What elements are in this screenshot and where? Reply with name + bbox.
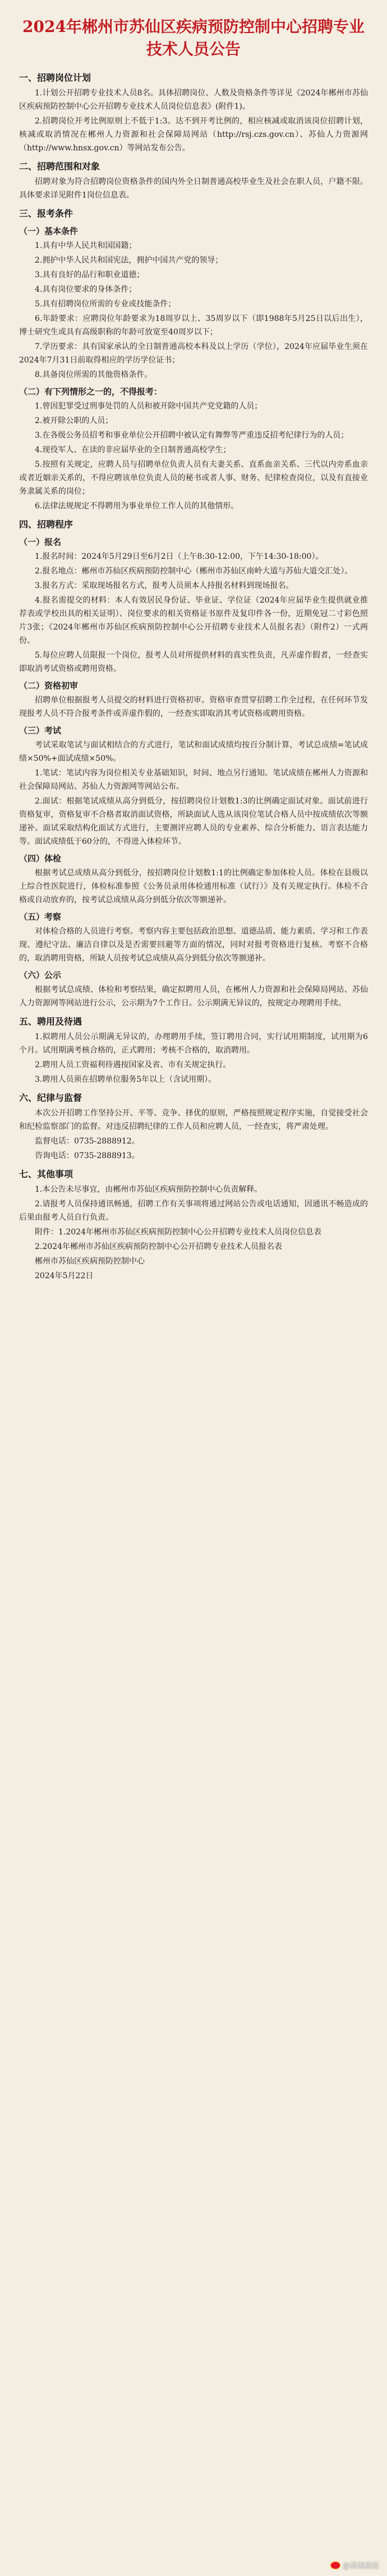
paragraph: 3.在各级公务员招考和事业单位公开招聘中被认定有舞弊等严重违反招考纪律行为的人员； [35, 431, 349, 440]
subsection-heading: （三）考试 [19, 725, 62, 736]
paragraph: 3.具有良好的品行和职业道德； [35, 270, 145, 279]
paragraph: 7.学历要求：具有国家承认的全日制普通高校本科及以上学历（学位），2024年应届毕业生须在2024年7月31日前取得相应的学历学位证书； [19, 342, 368, 365]
source-watermark [330, 2560, 379, 2570]
paragraph: 4.具有岗位要求的身体条件； [35, 285, 137, 294]
section-heading: 五、聘用及待遇 [19, 1016, 82, 1027]
page-title: 2024年郴州市苏仙区疾病预防控制中心招聘专业技术人员公告 [22, 17, 365, 58]
section-heading: 三、报考条件 [19, 208, 73, 219]
paragraph: 2.拥护中华人民共和国宪法，拥护中国共产党的领导； [35, 256, 223, 265]
paragraph: 1.曾因犯罪受过刑事处罚的人员和被开除中国共产党党籍的人员； [35, 402, 262, 411]
subsection-heading: （六）公示 [19, 970, 62, 980]
paragraph: 2.请报考人员保持通讯畅通，招聘工作有关事项将通过网站公告或电话通知，因通讯不畅造成的后果由报考人员自行负责。 [19, 1200, 368, 1222]
paragraph: 根据考试总成绩从高分到低分，按招聘岗位计划数1:1的比例确定参加体检人员。体检在县级以上综合性医院进行，体检标准参照《公务员录用体检通用标准（试行）》及有关规定执行。体检不合格或自动放弃的，按考试总成绩从高分到低分依次等额递补。 [19, 869, 368, 904]
paragraph: 郴州市苏仙区疾病预防控制中心 [35, 1257, 145, 1266]
paragraph: 2.2024年郴州市苏仙区疾病预防控制中心公开招聘专业技术人员报名表 [35, 1242, 282, 1251]
subsection-heading: （五）考察 [19, 912, 62, 922]
paragraph: 招聘对象为符合招聘岗位资格条件的国内外全日制普通高校毕业生及社会在职人员，户籍不限。具体要求详见附件1岗位信息表。 [19, 177, 368, 200]
paragraph: 6.年龄要求：应聘岗位年龄要求为18周岁以上、35周岁以下（即1988年5月25日以后出生），博士研究生或具有高级职称的年龄可放宽至40周岁以下； [19, 314, 368, 337]
paragraph: 1.报名时间：2024年5月29日至6月2日（上午8:30-12:00，下午14:30-18:00）。 [35, 552, 324, 561]
notice-body [19, 71, 368, 1283]
section-heading: 六、纪律与监督 [19, 1092, 82, 1103]
section-heading: 七、其他事项 [19, 1169, 73, 1179]
paragraph: 8.具备岗位所需的其他资格条件。 [35, 370, 153, 379]
section-heading: 二、招聘范围和对象 [19, 161, 100, 172]
notice-section [19, 159, 368, 202]
paragraph: 咨询电话：0735-2888913。 [35, 1151, 140, 1160]
subsection-heading: （一）报名 [19, 537, 62, 547]
notice-section [19, 206, 368, 513]
notice-section [19, 1091, 368, 1163]
paragraph: 招聘单位根据报考人员提交的材料进行资格初审。资格审查贯穿招聘工作全过程，在任何环节发现报考人员不符合报考条件或弄虚作假的，一经查实即取消其考试资格或聘用资格。 [19, 696, 368, 718]
paragraph: 本次公开招聘工作坚持公开、平等、竞争、择优的原则，严格按照规定程序实施，自觉接受社会和纪检监察部门的监督。对违反招聘纪律的工作人员和应聘人员，一经查实，将严肃处理。 [19, 1109, 368, 1131]
subsection-heading: （一）基本条件 [19, 226, 79, 236]
paragraph: 2.被开除公职的人员； [35, 416, 113, 425]
paragraph: 2.招聘岗位开考比例原则上不低于1:3。达不到开考比例的，相应核减或取消该岗位招聘计划，核减或取消情况在郴州人力资源和社会保障局网站（http://rsj.czs.gov.cn）、苏仙人力资源网（http://www.hnsx.gov.cn）等网站发布公告。 [19, 117, 368, 153]
paragraph: 根据考试总成绩、体检和考察结果，确定拟聘用人员，在郴州人力资源和社会保障局网站、苏仙人力资源网等网站进行公示，公示期为7个工作日。公示期满无异议的，按规定办理聘用手续。 [19, 985, 368, 1008]
paragraph: 2.聘用人员工资福利待遇按国家及省、市有关规定执行。 [35, 1060, 231, 1069]
notice-section [19, 1014, 368, 1086]
subsection-heading: （二）资格初审 [19, 681, 79, 691]
paragraph: 5.按照有关规定，应聘人员与招聘单位负责人员有夫妻关系、直系血亲关系、三代以内旁系血亲或者近姻亲关系的，不得应聘该单位负责人员的秘书或者人事、财务、纪律检查岗位，以及有直接业务隶属关系的岗位； [19, 460, 368, 496]
notice-section [19, 852, 368, 1010]
paragraph: 5.每位应聘人员限报一个岗位，报考人员对所提供材料的真实性负责，凡弄虚作假者，一经查实即取消考试资格或聘用资格。 [19, 651, 368, 673]
paragraph: 1.笔试：笔试内容为岗位相关专业基础知识，时间、地点另行通知。笔试成绩在郴州人力资源和社会保障局网站、苏仙人力资源网等网站公布。 [19, 769, 368, 791]
paragraph: 2.面试：根据笔试成绩从高分到低分，按招聘岗位计划数1:3的比例确定面试对象。面试前进行资格复审，资格复审不合格者取消面试资格，所缺面试人选从该岗位笔试合格人员中按成绩依次等额递补。面试采取结构化面试方式进行，主要测评应聘人员的专业素养、综合分析能力、语言表达能力等。面试成绩低于60分的，不得进入体检环节。 [19, 797, 368, 846]
paragraph: 4.报名需提交的材料：本人有效居民身份证、毕业证、学位证（2024年应届毕业生提供就业推荐表或学校出具的相关证明）、岗位要求的相关资格证书原件及复印件各一份，近期免冠二寸彩色照片3张；《2024年郴州市苏仙区疾病预防控制中心公开招聘专业技术人员报名表》（附件2）一式两份。 [19, 596, 368, 645]
paragraph: 考试采取笔试与面试相结合的方式进行，笔试和面试成绩均按百分制计算，考试总成绩=笔试成绩×50%+面试成绩×50%。 [19, 741, 368, 763]
paragraph: 附件：1.2024年郴州市苏仙区疾病预防控制中心公开招聘专业技术人员岗位信息表 [35, 1228, 321, 1237]
paragraph: 对体检合格的人员进行考察。考察内容主要包括政治思想、道德品质、能力素质、学习和工作表现、遵纪守法、廉洁自律以及是否需要回避等方面的情况，同时对报考资格进行复核。考察不合格的，取消聘用资格，所缺人员按考试总成绩从高分到低分依次等额递补。 [19, 927, 368, 963]
section-heading: 四、招聘程序 [19, 519, 73, 530]
paragraph: 3.聘用人员须在招聘单位服务5年以上（含试用期）。 [35, 1075, 216, 1084]
paragraph: 1.具有中华人民共和国国籍； [35, 241, 137, 250]
paragraph: 2024年5月22日 [35, 1271, 94, 1280]
paragraph: 监督电话：0735-2888912。 [35, 1137, 140, 1146]
watermark-text: @潇湘晨报 [342, 2562, 379, 2570]
notice-section [19, 679, 368, 848]
paragraph: 5.具有招聘岗位所需的专业或技能条件； [35, 300, 176, 309]
paragraph: 1.计划公开招聘专业技术人员8名。具体招聘岗位、人数及资格条件等详见《2024年郴州市苏仙区疾病预防控制中心公开招聘专业技术人员岗位信息表》(附件1)。 [19, 89, 368, 111]
notice-section [19, 1167, 368, 1283]
paragraph: 3.报名方式：采取现场报名方式，报考人员须本人持报名材料到现场报名。 [35, 581, 294, 590]
subsection-heading: （四）体检 [19, 853, 62, 864]
paragraph: 4.现役军人、在读的非应届毕业的全日制普通高校学生； [35, 446, 231, 454]
paragraph: 6.法律法规规定不得聘用为事业单位工作人员的其他情形。 [35, 502, 239, 511]
notice-section [19, 71, 368, 155]
notice-section [19, 517, 368, 676]
paragraph: 2.报名地点：郴州市苏仙区疾病预防控制中心（郴州市苏仙区南岭大道与苏仙大道交汇处）。 [35, 567, 353, 576]
subsection-heading: （二）有下列情形之一的，不得报考： [19, 387, 163, 397]
paragraph: 1.本公告未尽事宜，由郴州市苏仙区疾病预防控制中心负责解释。 [35, 1185, 262, 1194]
paragraph: 1.拟聘用人员公示期满无异议的，办理聘用手续，签订聘用合同，实行试用期制度，试用期为6个月。试用期满考核合格的，正式聘用；考核不合格的，取消聘用。 [19, 1032, 368, 1055]
section-heading: 一、招聘岗位计划 [19, 72, 91, 83]
weibo-icon [330, 2561, 340, 2569]
